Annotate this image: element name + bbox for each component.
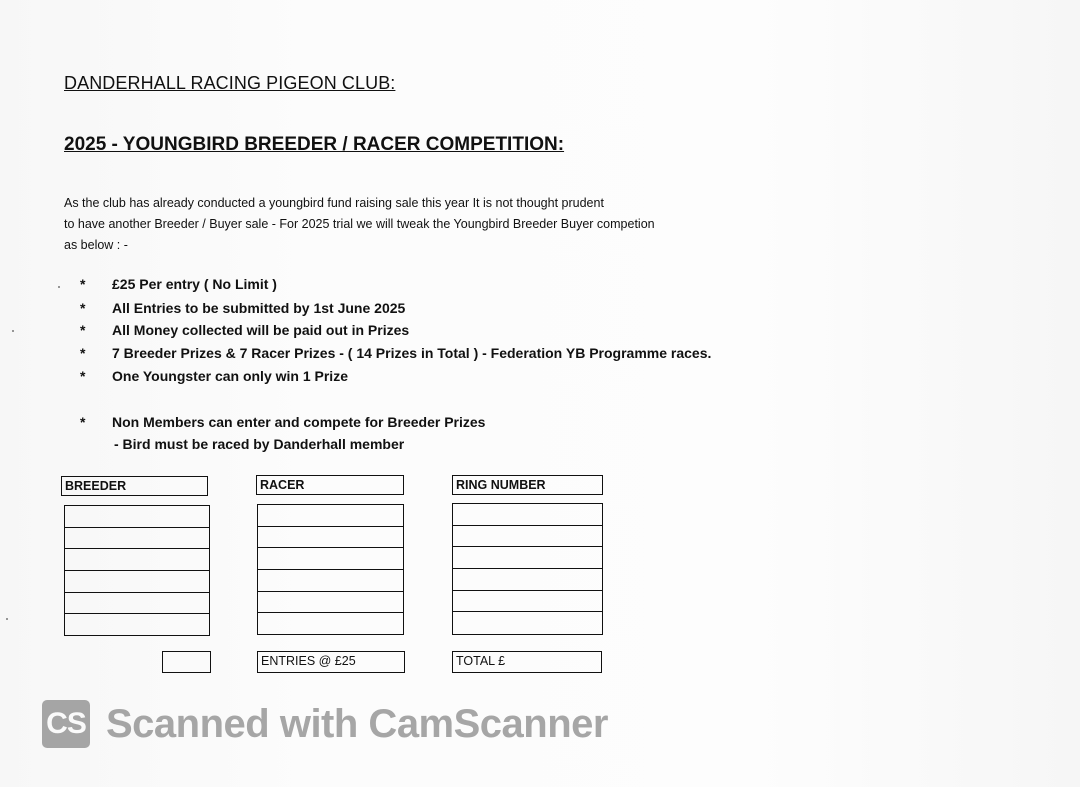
rule-text: 7 Breeder Prizes & 7 Racer Prizes - ( 14 Prizes in Total ) - Federation YB Programme races. (112, 345, 712, 361)
bullet-star: * (80, 300, 86, 316)
entries-fee-box: ENTRIES @ £25 (257, 651, 405, 673)
bullet-star: * (80, 345, 86, 361)
racer-entry-cell[interactable] (258, 548, 403, 570)
scan-speck (12, 330, 14, 332)
racer-entry-cell[interactable] (258, 570, 403, 592)
racer-entry-column (257, 504, 404, 635)
sub-note: - Bird must be raced by Danderhall member (114, 436, 405, 452)
total-amount-box: TOTAL £ (452, 651, 602, 673)
breeder-entry-cell[interactable] (65, 571, 209, 593)
ring-number-entry-cell[interactable] (453, 591, 602, 613)
intro-line: as below : - (64, 238, 128, 252)
breeder-entry-cell[interactable] (65, 506, 209, 528)
racer-entry-cell[interactable] (258, 613, 403, 635)
ring-number-entry-column (452, 503, 603, 635)
bullet-star: * (80, 322, 86, 338)
breeder-entry-cell[interactable] (65, 593, 209, 615)
camscanner-watermark (42, 700, 608, 748)
breeder-header: BREEDER (61, 476, 208, 496)
rule-text: One Youngster can only win 1 Prize (112, 368, 348, 384)
intro-line: to have another Breeder / Buyer sale - For 2025 trial we will tweak the Youngbird Breeder Buyer competion (64, 217, 655, 231)
bullet-star: * (80, 276, 86, 292)
rule-text: All Entries to be submitted by 1st June 2025 (112, 300, 406, 316)
ring-number-entry-cell[interactable] (453, 612, 602, 634)
ring-number-entry-cell[interactable] (453, 504, 602, 526)
ring-number-header: RING NUMBER (452, 475, 603, 495)
breeder-entry-cell[interactable] (65, 614, 209, 636)
racer-header: RACER (256, 475, 404, 495)
competition-title: 2025 - YOUNGBIRD BREEDER / RACER COMPETITION: (64, 134, 565, 155)
racer-entry-cell[interactable] (258, 527, 403, 549)
camscanner-logo-icon: CS (42, 700, 90, 748)
intro-paragraph (64, 193, 704, 256)
rule-text: Non Members can enter and compete for Breeder Prizes (112, 414, 486, 430)
bullet-star: * (80, 368, 86, 384)
scan-speck (6, 618, 8, 620)
intro-line: As the club has already conducted a youngbird fund raising sale this year It is not thought prudent (64, 196, 604, 210)
scan-speck (58, 286, 60, 288)
breeder-entry-cell[interactable] (65, 549, 209, 571)
ring-number-entry-cell[interactable] (453, 526, 602, 548)
entry-count-box[interactable] (162, 651, 211, 673)
ring-number-entry-cell[interactable] (453, 569, 602, 591)
racer-entry-cell[interactable] (258, 592, 403, 614)
rule-text: £25 Per entry ( No Limit ) (112, 276, 277, 292)
rule-text: All Money collected will be paid out in Prizes (112, 322, 410, 338)
breeder-entry-column (64, 505, 210, 636)
breeder-entry-cell[interactable] (65, 528, 209, 550)
bullet-star: * (80, 414, 86, 430)
racer-entry-cell[interactable] (258, 505, 403, 527)
club-title: DANDERHALL RACING PIGEON CLUB: (64, 73, 396, 93)
ring-number-entry-cell[interactable] (453, 547, 602, 569)
camscanner-text: Scanned with CamScanner (106, 701, 608, 746)
